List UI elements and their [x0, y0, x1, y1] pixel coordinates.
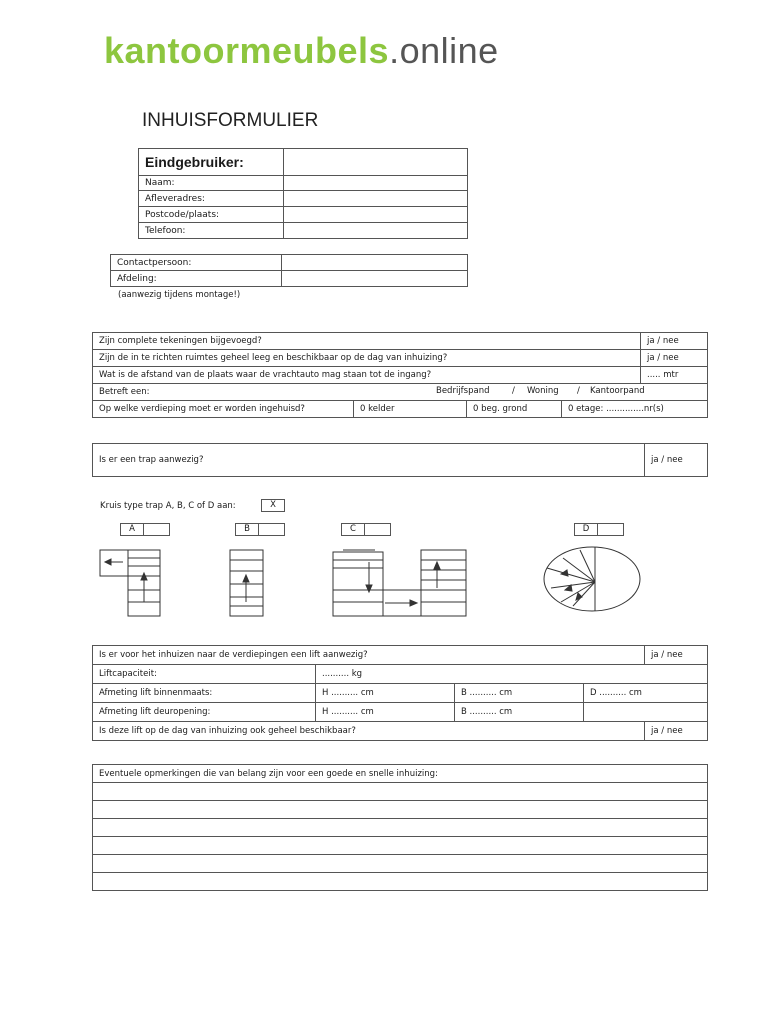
type-c-box[interactable]	[341, 523, 391, 536]
lift-table	[92, 645, 708, 741]
question-floor: Op welke verdieping moet er worden ingehuisd?	[93, 401, 354, 418]
contact-person-field[interactable]	[282, 255, 468, 271]
type-b-label: B	[235, 523, 259, 536]
stairs-type-a-diagram	[100, 550, 160, 616]
type-d-box[interactable]	[574, 523, 624, 536]
postcode-field[interactable]	[284, 207, 468, 223]
remarks-label: Eventuele opmerkingen die van belang zijn voor een goede en snelle inhuizing:	[93, 765, 708, 783]
floor-level[interactable]: 0 etage: ..............nr(s)	[562, 401, 708, 418]
lift-inner-height[interactable]: H .......... cm	[316, 684, 455, 703]
stairs-type-mark-box[interactable]: X	[261, 499, 285, 512]
question-stairs: Is er een trap aanwezig?	[93, 444, 645, 477]
answer-lift-available[interactable]: ja / nee	[645, 722, 708, 741]
answer-lift[interactable]: ja / nee	[645, 646, 708, 665]
lift-door-label: Afmeting lift deuropening:	[93, 703, 316, 722]
stairs-type-d-diagram	[544, 547, 640, 611]
separator-1: /	[512, 386, 515, 396]
remarks-line[interactable]	[93, 837, 708, 855]
question-lift-available: Is deze lift op de dag van inhuizing ook geheel beschikbaar?	[93, 722, 645, 741]
stairs-table	[92, 443, 708, 477]
phone-label: Telefoon:	[139, 223, 284, 239]
contact-note: (aanwezig tijdens montage!)	[118, 290, 241, 300]
type-c-label: C	[341, 523, 365, 536]
lift-capacity-label: Liftcapaciteit:	[93, 665, 316, 684]
lift-door-height[interactable]: H .......... cm	[316, 703, 455, 722]
address-label: Afleveradres:	[139, 191, 284, 207]
end-user-table	[138, 148, 468, 239]
contact-person-label: Contactpersoon:	[111, 255, 282, 271]
answer-distance[interactable]: ..... mtr	[641, 367, 708, 384]
question-rooms-empty: Zijn de in te richten ruimtes geheel leeg en beschikbaar op de dag van inhuizing?	[93, 350, 641, 367]
phone-field[interactable]	[284, 223, 468, 239]
option-office[interactable]: Kantoorpand	[590, 386, 645, 396]
page-title: INHUISFORMULIER	[142, 110, 319, 131]
remarks-line[interactable]	[93, 801, 708, 819]
name-field[interactable]	[284, 176, 468, 191]
department-field[interactable]	[282, 271, 468, 287]
lift-inner-width[interactable]: B .......... cm	[455, 684, 584, 703]
type-a-label: A	[120, 523, 144, 536]
building-questions-table	[92, 332, 708, 418]
department-label: Afdeling:	[111, 271, 282, 287]
name-label: Naam:	[139, 176, 284, 191]
stairs-diagrams	[95, 540, 655, 618]
remarks-table	[92, 764, 708, 891]
end-user-heading: Eindgebruiker:	[139, 149, 284, 176]
answer-rooms-empty[interactable]: ja / nee	[641, 350, 708, 367]
address-field[interactable]	[284, 191, 468, 207]
floor-basement[interactable]: 0 kelder	[354, 401, 467, 418]
remarks-line[interactable]	[93, 783, 708, 801]
option-home[interactable]: Woning	[527, 386, 559, 396]
type-d-label: D	[574, 523, 598, 536]
question-distance: Wat is de afstand van de plaats waar de vrachtauto mag staan tot de ingang?	[93, 367, 641, 384]
lift-capacity-field[interactable]: .......... kg	[316, 665, 708, 684]
lift-inner-depth[interactable]: D .......... cm	[584, 684, 708, 703]
type-a-box[interactable]	[120, 523, 170, 536]
property-type-label: Betreft een:	[99, 387, 150, 397]
logo-green-text: kantoormeubels	[104, 30, 390, 71]
end-user-heading-field[interactable]	[284, 149, 468, 176]
remarks-line[interactable]	[93, 873, 708, 891]
question-drawings: Zijn complete tekeningen bijgevoegd?	[93, 333, 641, 350]
lift-inner-label: Afmeting lift binnenmaats:	[93, 684, 316, 703]
company-logo	[104, 30, 499, 72]
remarks-line[interactable]	[93, 819, 708, 837]
contact-table	[110, 254, 468, 287]
question-lift: Is er voor het inhuizen naar de verdiepingen een lift aanwezig?	[93, 646, 645, 665]
answer-stairs[interactable]: ja / nee	[645, 444, 708, 477]
remarks-line[interactable]	[93, 855, 708, 873]
logo-dark-text: .online	[389, 30, 499, 71]
answer-drawings[interactable]: ja / nee	[641, 333, 708, 350]
property-type-row	[93, 384, 708, 401]
stairs-type-b-diagram	[230, 550, 263, 616]
stairs-type-c-diagram	[333, 550, 466, 616]
option-commercial[interactable]: Bedrijfspand	[436, 386, 490, 396]
separator-2: /	[577, 386, 580, 396]
lift-door-empty[interactable]	[584, 703, 708, 722]
type-b-box[interactable]	[235, 523, 285, 536]
stairs-type-label: Kruis type trap A, B, C of D aan:	[100, 501, 236, 511]
lift-door-width[interactable]: B .......... cm	[455, 703, 584, 722]
floor-ground[interactable]: 0 beg. grond	[467, 401, 562, 418]
postcode-label: Postcode/plaats:	[139, 207, 284, 223]
